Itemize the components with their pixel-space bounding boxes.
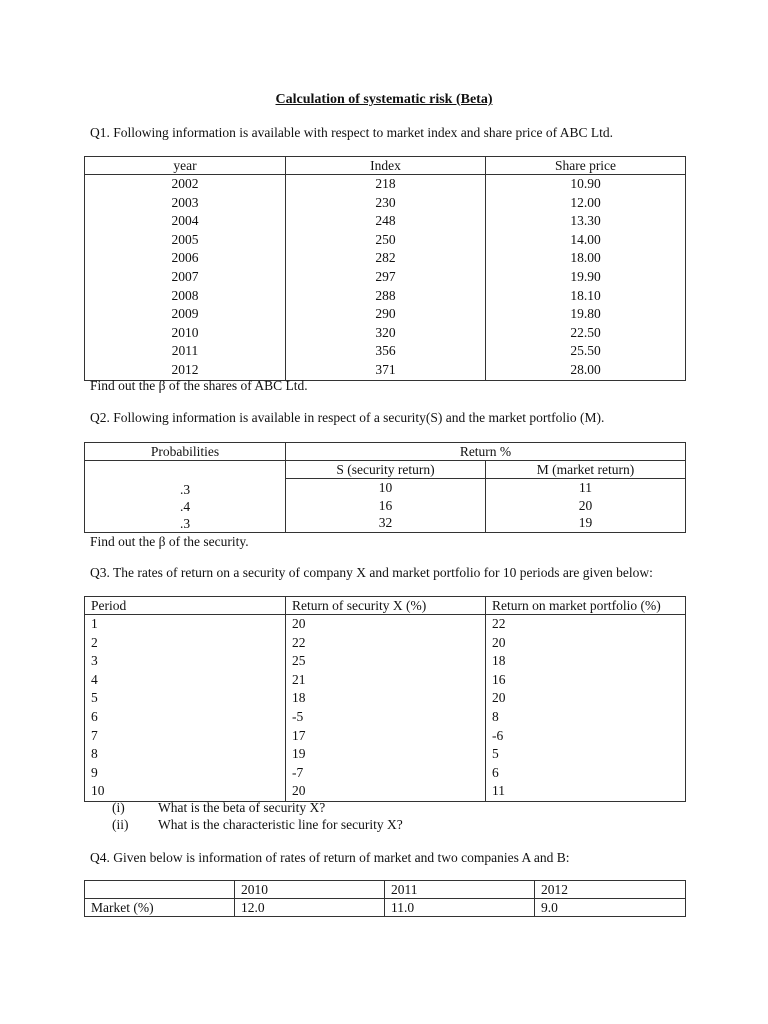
- q2-probability: .3: [179, 481, 191, 497]
- q2-s-value: 32: [378, 515, 393, 530]
- q1-share-price-value: 25.50: [570, 343, 601, 359]
- q2-m-value: 20: [578, 497, 593, 513]
- page-title: Calculation of systematic risk (Beta): [275, 92, 493, 107]
- q1-year: 2004: [171, 213, 199, 229]
- q1-index-value: 250: [375, 231, 396, 247]
- q3-market-column: [486, 615, 686, 802]
- q1-share-price-value: 10.90: [570, 176, 601, 191]
- q3-security-x-value: 21: [292, 671, 306, 687]
- q3-period: 1: [91, 616, 98, 631]
- q1-share-price-value: 18.00: [570, 250, 601, 266]
- q2-header-m: M (market return): [486, 461, 686, 479]
- q3-market-value: 11: [492, 783, 505, 799]
- q3-market-value: 20: [492, 634, 506, 650]
- q3-security-x-value: 20: [292, 616, 306, 631]
- q3-market-value: 22: [492, 616, 506, 631]
- q2-table: [84, 442, 686, 533]
- q3-period: 2: [91, 634, 98, 650]
- q2-m-value: 19: [578, 515, 593, 530]
- q1-index-value: 248: [375, 213, 396, 229]
- q3-period: 10: [91, 783, 105, 799]
- q2-header-probabilities: Probabilities: [85, 443, 286, 461]
- q1-year: 2012: [171, 361, 199, 377]
- q2-s-value: 10: [378, 480, 393, 495]
- q2-s-column: [286, 479, 486, 533]
- q3-security-x-value: -5: [292, 708, 304, 724]
- q3-period: 3: [91, 653, 98, 669]
- q1-share-price-value: 19.90: [570, 268, 601, 284]
- q3-period: 5: [91, 690, 98, 706]
- q4-header-2012: 2012: [535, 881, 686, 899]
- q3-period: 8: [91, 746, 98, 762]
- q1-year: 2006: [171, 250, 199, 266]
- q1-years-column: [85, 175, 286, 381]
- q4-prompt: Q4. Given below is information of rates of return of market and two companies A and B:: [90, 850, 570, 865]
- q2-m-value: 11: [579, 480, 592, 495]
- q2-footer: Find out the β of the security.: [90, 534, 249, 549]
- q3-market-value: 6: [492, 764, 499, 780]
- q1-prompt: Q1. Following information is available with respect to market index and share price of ABC Ltd.: [90, 125, 614, 140]
- q1-table: [84, 156, 686, 381]
- q4-market-2011: 11.0: [385, 899, 535, 917]
- q3-market-value: 20: [492, 690, 506, 706]
- q1-footer: Find out the β of the shares of ABC Ltd.: [90, 378, 308, 393]
- q1-share-price-column: [486, 175, 686, 381]
- q3-security-x-column: [286, 615, 486, 802]
- q4-header-2010: 2010: [235, 881, 385, 899]
- q2-probabilities-column: [85, 479, 286, 533]
- q1-index-column: [286, 175, 486, 381]
- q2-header-return: Return %: [286, 443, 686, 461]
- q1-share-price-value: 22.50: [570, 324, 601, 340]
- q3-security-x-value: 22: [292, 634, 306, 650]
- q3-header-market: Return on market portfolio (%): [486, 597, 686, 615]
- q3-table: [84, 596, 686, 802]
- q3-security-x-value: 25: [292, 653, 306, 669]
- q1-year: 2003: [171, 194, 199, 210]
- q3-security-x-value: 20: [292, 783, 306, 799]
- q3-security-x-value: 18: [292, 690, 306, 706]
- q3-market-value: 5: [492, 746, 499, 762]
- q1-index-value: 297: [375, 268, 396, 284]
- q2-probability: .4: [179, 498, 191, 514]
- q3-sub-number: (i): [112, 800, 125, 815]
- q1-year: 2008: [171, 287, 199, 303]
- q1-index-value: 282: [375, 250, 396, 266]
- q3-market-value: 8: [492, 708, 499, 724]
- q3-market-value: -6: [492, 727, 504, 743]
- q1-header-share-price: Share price: [486, 157, 686, 175]
- q2-m-column: [486, 479, 686, 533]
- q3-period: 4: [91, 671, 98, 687]
- q1-header-year: year: [85, 157, 286, 175]
- q3-period: 9: [91, 764, 98, 780]
- q3-market-value: 16: [492, 671, 506, 687]
- q1-index-value: 218: [375, 176, 396, 191]
- q1-index-value: 230: [375, 194, 396, 210]
- q1-index-value: 288: [375, 287, 396, 303]
- q2-probability: .3: [179, 515, 191, 531]
- q3-sub-text: What is the characteristic line for security X?: [158, 817, 403, 832]
- q4-row-label: Market (%): [85, 899, 235, 917]
- q1-share-price-value: 13.30: [570, 213, 601, 229]
- q4-market-2010: 12.0: [235, 899, 385, 917]
- q1-share-price-value: 12.00: [570, 194, 601, 210]
- q1-year: 2005: [171, 231, 199, 247]
- q1-index-value: 290: [375, 306, 396, 322]
- q1-year: 2011: [171, 343, 199, 359]
- q2-header-s: S (security return): [286, 461, 486, 479]
- q3-sub-question-2: [112, 817, 403, 833]
- q3-security-x-value: -7: [292, 764, 304, 780]
- q4-header-2011: 2011: [385, 881, 535, 899]
- q1-share-price-value: 14.00: [570, 231, 601, 247]
- q3-market-value: 18: [492, 653, 506, 669]
- q1-index-value: 356: [375, 343, 396, 359]
- q3-header-period: Period: [85, 597, 286, 615]
- q3-security-x-value: 19: [292, 746, 306, 762]
- q1-year: 2007: [171, 268, 199, 284]
- q4-market-2012: 9.0: [535, 899, 686, 917]
- q3-sub-text: What is the beta of security X?: [158, 800, 326, 815]
- q2-s-value: 16: [378, 497, 393, 513]
- q4-header-blank: [85, 881, 235, 899]
- q3-period: 7: [91, 727, 98, 743]
- q1-year: 2010: [171, 324, 199, 340]
- q1-index-value: 371: [375, 361, 396, 377]
- q1-share-price-value: 28.00: [570, 361, 601, 377]
- q1-index-value: 320: [375, 324, 396, 340]
- q3-sub-question-1: [112, 800, 325, 816]
- q1-share-price-value: 19.80: [570, 306, 601, 322]
- q1-year: 2009: [171, 306, 199, 322]
- q2-prompt: Q2. Following information is available in respect of a security(S) and the market portfolio (M).: [90, 410, 605, 425]
- q3-prompt: Q3. The rates of return on a security of company X and market portfolio for 10 periods are given below:: [90, 565, 653, 580]
- q1-share-price-value: 18.10: [570, 287, 601, 303]
- q3-period-column: [85, 615, 286, 802]
- q3-period: 6: [91, 708, 98, 724]
- q3-sub-number: (ii): [112, 817, 129, 832]
- q3-header-security-x: Return of security X (%): [286, 597, 486, 615]
- q1-header-index: Index: [286, 157, 486, 175]
- q3-security-x-value: 17: [292, 727, 306, 743]
- q4-table: [84, 880, 686, 917]
- q1-year: 2002: [171, 176, 199, 191]
